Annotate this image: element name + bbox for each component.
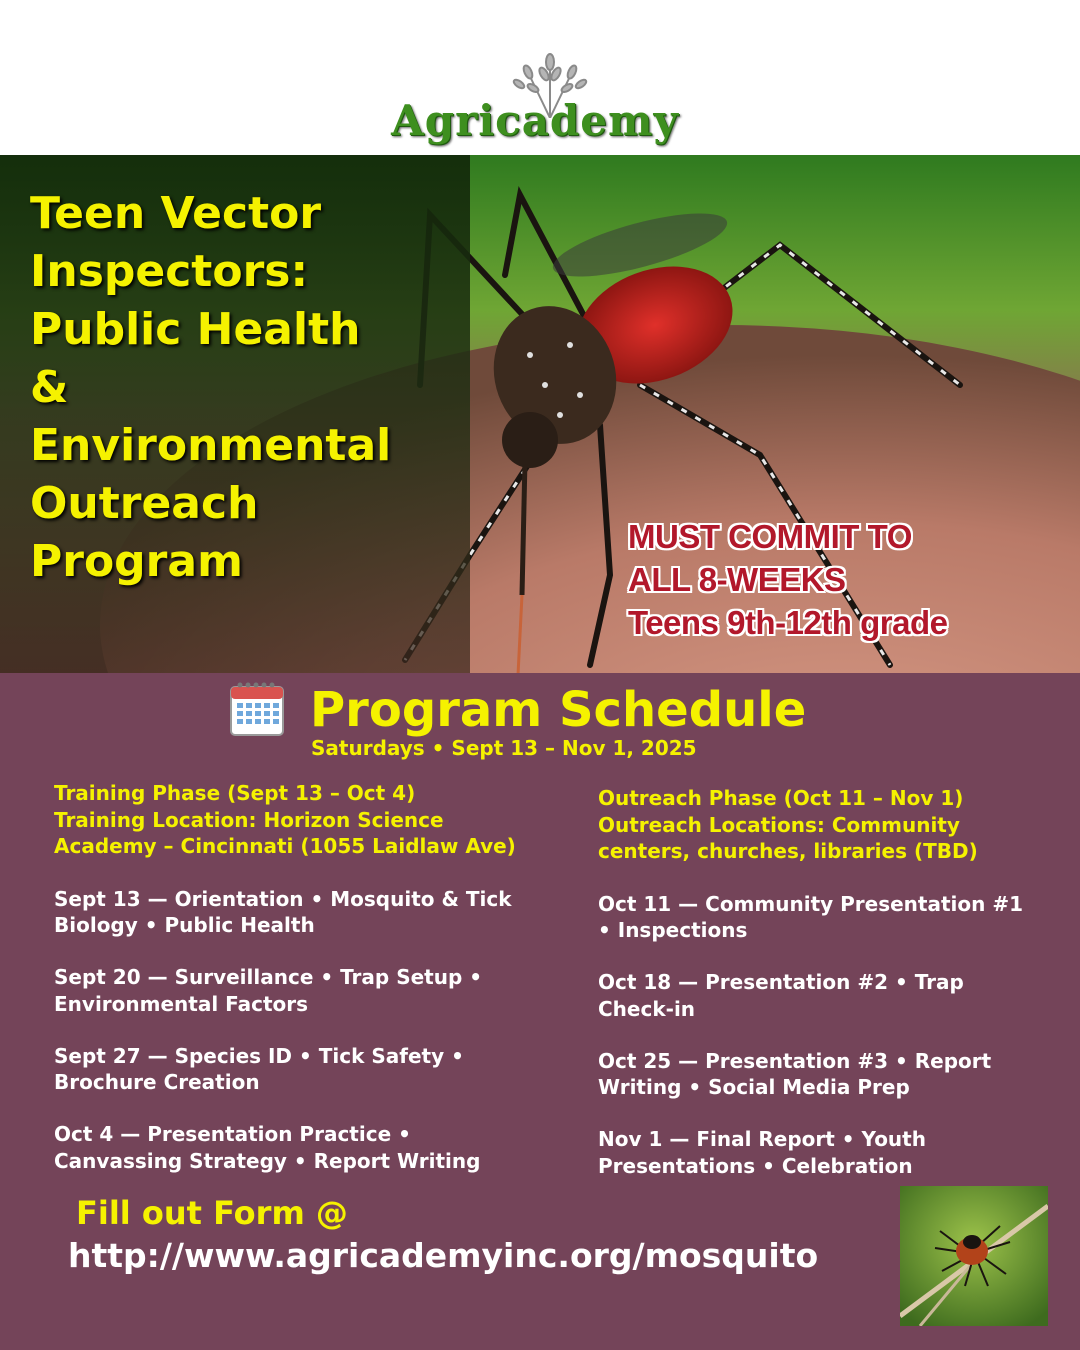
tick-photo	[900, 1186, 1048, 1326]
title-line: Teen Vector	[30, 188, 322, 239]
schedule-section	[0, 673, 1080, 1350]
calendar-icon	[228, 679, 286, 737]
item-line: • Inspections	[598, 918, 748, 942]
phase-line: Outreach Locations: Community	[598, 812, 960, 837]
phase-line: Training Phase (Sept 13 – Oct 4)	[54, 781, 416, 805]
item-line: Canvassing Strategy • Report Writing	[54, 1148, 481, 1173]
item-line: Writing • Social Media Prep	[598, 1075, 910, 1099]
header	[0, 0, 1080, 155]
schedule-subtitle: Saturdays • Sept 13 – Nov 1, 2025	[311, 736, 697, 760]
training-column	[54, 780, 554, 1200]
item-line: Sept 20 — Surveillance • Trap Setup •	[54, 965, 483, 989]
outreach-column	[598, 785, 1068, 1205]
training-phase-header	[54, 780, 554, 860]
schedule-item	[598, 969, 1068, 1022]
title-line: Outreach	[30, 478, 259, 529]
item-line: Biology • Public Health	[54, 913, 315, 937]
schedule-item	[598, 1048, 1068, 1101]
item-line: Oct 11 — Community Presentation #1	[598, 891, 1024, 916]
item-line: Nov 1 — Final Report • Youth	[598, 1127, 926, 1151]
schedule-title: Program Schedule	[310, 682, 807, 738]
schedule-item	[598, 1126, 1068, 1179]
hero-banner	[0, 155, 1080, 673]
phase-line: Academy – Cincinnati (1055 Laidlaw Ave)	[54, 834, 516, 858]
item-line: Sept 27 — Species ID • Tick Safety •	[54, 1043, 464, 1068]
schedule-item	[598, 891, 1068, 944]
phase-line: centers, churches, libraries (TBD)	[598, 839, 978, 863]
title-line: Public Health	[30, 304, 361, 355]
title-line: &	[30, 362, 69, 413]
phase-line: Training Location: Horizon Science	[54, 807, 444, 832]
title-line: Inspectors:	[30, 246, 309, 297]
schedule-item	[54, 1043, 554, 1096]
schedule-item	[54, 1121, 554, 1174]
title-line: Environmental	[30, 420, 392, 471]
commit-line: MUST COMMIT TO	[628, 518, 912, 555]
program-title	[30, 185, 460, 591]
item-line: Brochure Creation	[54, 1070, 260, 1094]
item-line: Oct 18 — Presentation #2 • Trap	[598, 970, 964, 994]
commit-line: ALL 8-WEEKS	[628, 561, 846, 598]
outreach-phase-header	[598, 785, 1068, 865]
title-line: Program	[30, 536, 243, 587]
item-line: Environmental Factors	[54, 991, 309, 1016]
commit-line: Teens 9th-12th grade	[628, 604, 948, 641]
schedule-item	[54, 964, 554, 1017]
form-prompt: Fill out Form @	[76, 1194, 348, 1232]
item-line: Sept 13 — Orientation • Mosquito & Tick	[54, 886, 512, 911]
title-panel	[0, 155, 470, 673]
item-line: Oct 25 — Presentation #3 • Report	[598, 1048, 992, 1073]
phase-line: Outreach Phase (Oct 11 – Nov 1)	[598, 786, 964, 810]
logo-text: Agricademy	[391, 96, 679, 145]
item-line: Presentations • Celebration	[598, 1153, 913, 1178]
item-line: Check-in	[598, 996, 696, 1021]
form-link[interactable]: http://www.agricademyinc.org/mosquito	[68, 1236, 819, 1275]
schedule-item	[54, 886, 554, 939]
commitment-note	[628, 515, 1068, 644]
item-line: Oct 4 — Presentation Practice •	[54, 1122, 411, 1146]
